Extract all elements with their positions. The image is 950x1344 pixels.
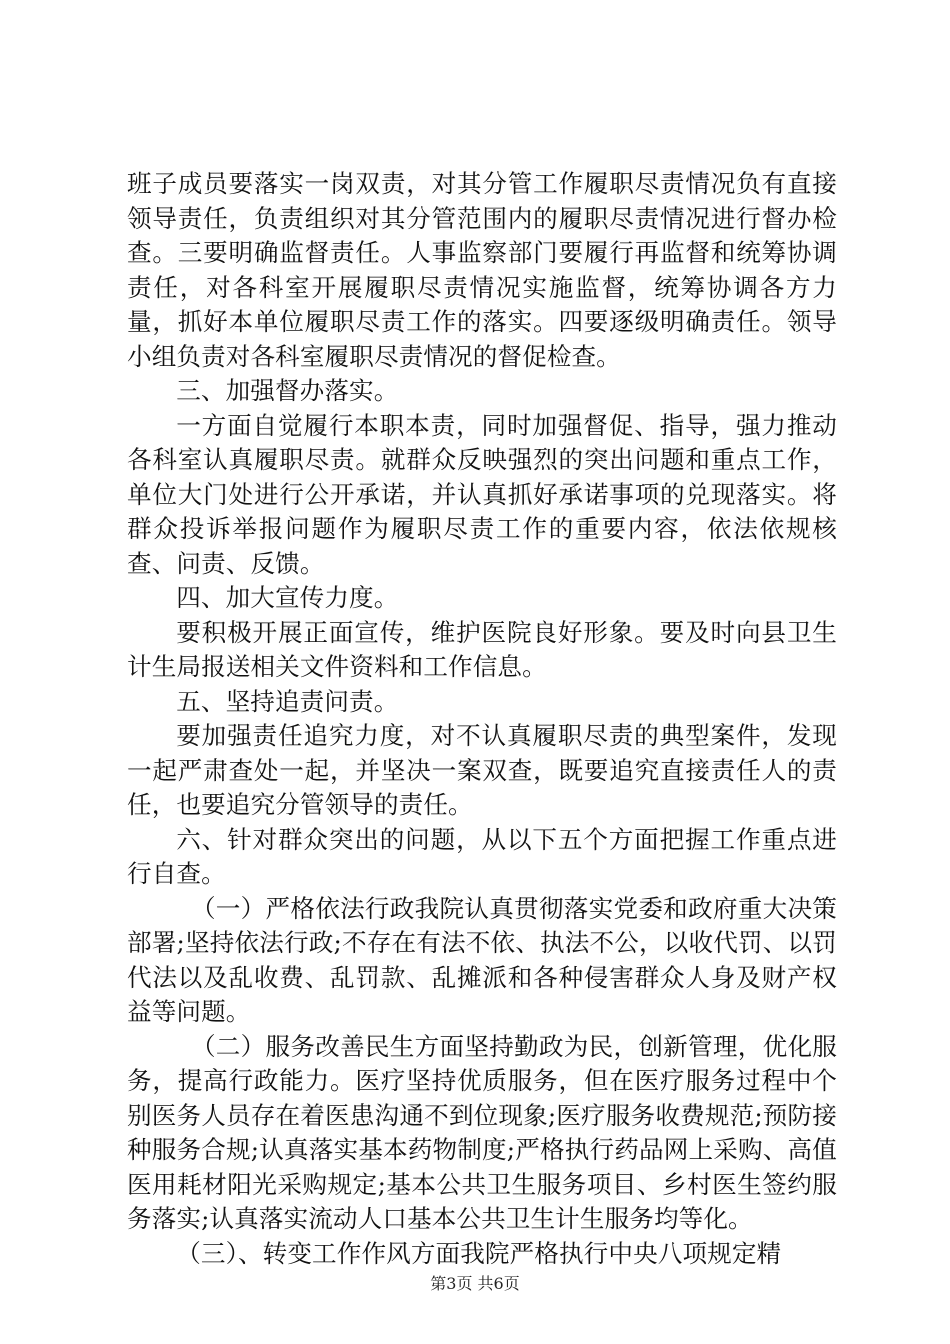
subsection-2: （二）服务改善民生方面坚持勤政为民，创新管理，优化服务，提高行政能力。医疗坚持优质服务，但在医疗服务过程中个别医务人员存在着医患沟通不到位现象;医疗服务收费规范;预防接种服务合规;认真落实基本药物制度;严格执行药品网上采购、高值医用耗材阳光采购规定;基本公共卫生服务项目、乡村医生签约服务落实;认真落实流动人口基本公共卫生计生服务均等化。 [127,1031,837,1233]
section-heading-6: 六、针对群众突出的问题，从以下五个方面把握工作重点进行自查。 [127,824,837,888]
section-heading-4: 四、加大宣传力度。 [176,583,399,612]
page-number-footer: 第3页 共6页 [430,1274,520,1293]
section-heading-3: 三、加强督办落实。 [176,376,399,405]
subsection-3: （三）、转变工作作风方面我院严格执行中央八项规定精 [176,1238,782,1268]
subsection-1: （一）严格依法行政我院认真贯彻落实党委和政府重大决策部署;坚持依法行政;不存在有法不依、执法不公，以收代罚、以罚代法以及乱收费、乱罚款、乱摊派和各种侵害群众人身及财产权益等问题。 [127,893,837,1026]
document-body [127,167,837,1271]
paragraph-3: 一方面自觉履行本职本责，同时加强督促、指导，强力推动各科室认真履职尽责。就群众反映强烈的突出问题和重点工作，单位大门处进行公开承诺，并认真抓好承诺事项的兑现落实。将群众投诉举报问题作为履职尽责工作的重要内容，依法依规核查、问责、反馈。 [127,410,837,578]
paragraph-1: 班子成员要落实一岗双责，对其分管工作履职尽责情况负有直接领导责任，负责组织对其分管范围内的履职尽责情况进行督办检查。三要明确监督责任。人事监察部门要履行再监督和统筹协调责任，对各科室开展履职尽责情况实施监督，统筹协调各方力量，抓好本单位履职尽责工作的落实。四要逐级明确责任。领导小组负责对各科室履职尽责情况的督促检查。 [127,169,837,371]
paragraph-4: 要积极开展正面宣传，维护医院良好形象。要及时向县卫生计生局报送相关文件资料和工作信息。 [127,617,837,681]
paragraph-5: 要加强责任追究力度，对不认真履职尽责的典型案件，发现一起严肃查处一起，并坚决一案双查，既要追究直接责任人的责任，也要追究分管领导的责任。 [127,721,837,819]
section-heading-5: 五、坚持追责问责。 [176,686,399,716]
